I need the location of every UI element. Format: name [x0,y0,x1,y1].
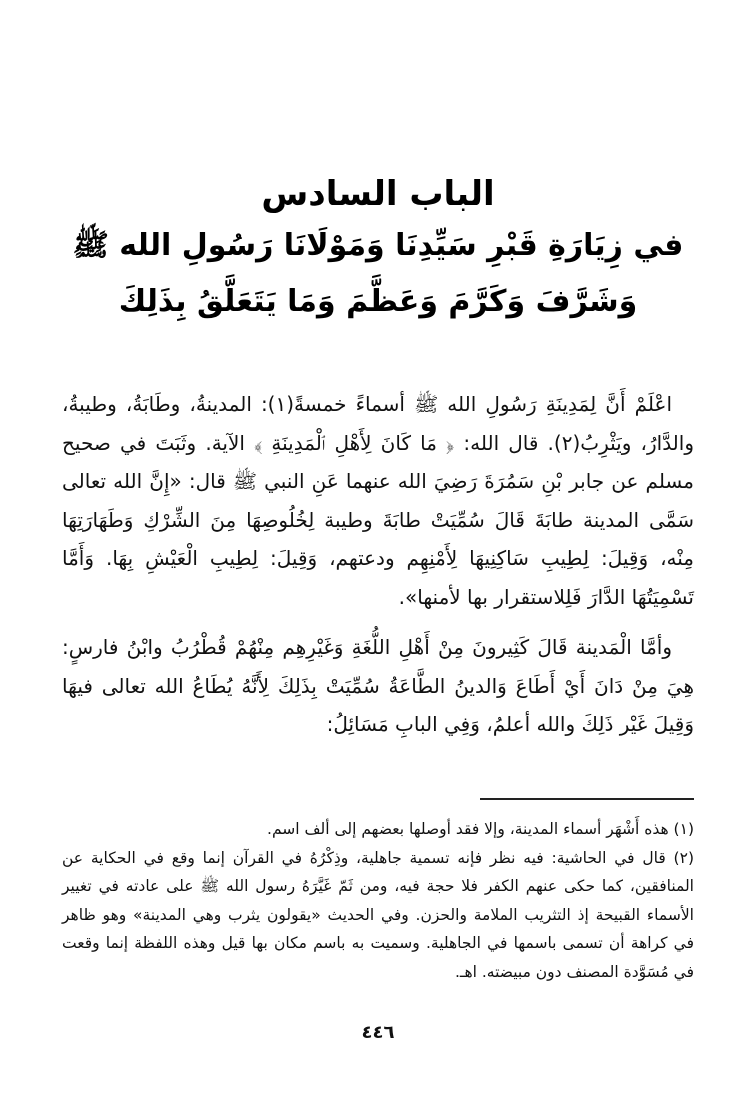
footnotes [62,815,694,986]
footnote-2: (٢) قال في الحاشية: فيه نظر فإنه تسمية جاهلية، وذِكْرُهُ في القرآن إنما وقع في الحكاية عن المنافقين، كما حكى عنهم الكفر فلا حجة فيه، ومن ثَمّ غَيَّرَهُ رسول الله ﷺ على عادته في تغيير الأسماء القبيحة إذ التثريب الملامة والحزن. وفي الحديث «يقولون يثرب وهي المدينة» وهو ظاهر في كراهة أن تسمى باسمها في الجاهلية. وسميت به باسم مكان بها قيل وهذه اللفظة إنما وقعت في مُسَوَّدة المصنف دون مبيضته. اهـ. [62,848,694,981]
footnote-1: (١) هذه أَشْهَر أسماء المدينة، وإلا فقد أوصلها بعضهم إلى ألف اسم. [267,820,694,838]
page-number: ٤٤٦ [361,1022,395,1043]
paragraph-2: وأمَّا الْمَدينة قَالَ كَثِيرونَ مِنْ أَهْلِ اللُّغَةِ وَغَيْرِهِم مِنْهُمْ قُطْرُبُ وابْنُ فارسٍ: هِيَ مِنْ دَانَ أَيْ أَطَاعَ وَالدينُ الطَّاعَةُ سُمِّيَتْ بِذَلِكَ لِأَنَّهُ يُطَاعُ الله تعالى فيهَا وَقِيلَ غَيْر ذَلِكَ والله أعلمُ، وَفِي البابِ مَسَائِلُ: [62,635,694,736]
footnote-separator [480,798,694,800]
chapter-heading [60,170,696,330]
chapter-title: الباب السادس [261,174,495,214]
chapter-subtitle-line-2: وَشَرَّفَ وَكَرَّمَ وَعَظَّمَ وَمَا يَتَعَلَّقُ بِذَلِكَ [118,284,638,319]
chapter-subtitle-line-1: في زِيَارَةِ قَبْرِ سَيِّدِنَا وَمَوْلَانَا رَسُولِ الله ﷺ [72,228,684,263]
paragraph-1: اعْلَمْ أَنَّ لِمَدِينَةِ رَسُولِ الله ﷺ أسماءً خمسةً(١): المدينةُ، وطَابَةُ، وطيبةُ، والدَّارُ، ويَثْرِبُ(٢). قال الله: ﴿ مَا كَانَ لِأَهْلِ ٱلْمَدِينَةِ ﴾ الآية. وثَبَتَ في صحيح مسلم عن جابر بْنِ سَمُرَةَ رَضِيَ الله عنهما عَنِ النبي ﷺ قال: «إِنَّ الله تعالى سَمَّى المدينة طابَةَ قَالَ سُمِّيَتْ طابَةَ وطيبة لِخُلُوصِهَا مِنَ الشِّرْكِ وَطَهَارَتِهَا مِنْه، وَقِيلَ: لِطِيبِ سَاكِنِيهَا لِأَمْنِهِم ودعتهم، وَقِيلَ: لِطِيبِ الْعَيْشِ بِهَا. وَأَمَّا تَسْمِيَتُهَا الدَّارَ فَلِلاستقرار بها لأمنها». [62,392,694,609]
main-text [62,385,694,756]
